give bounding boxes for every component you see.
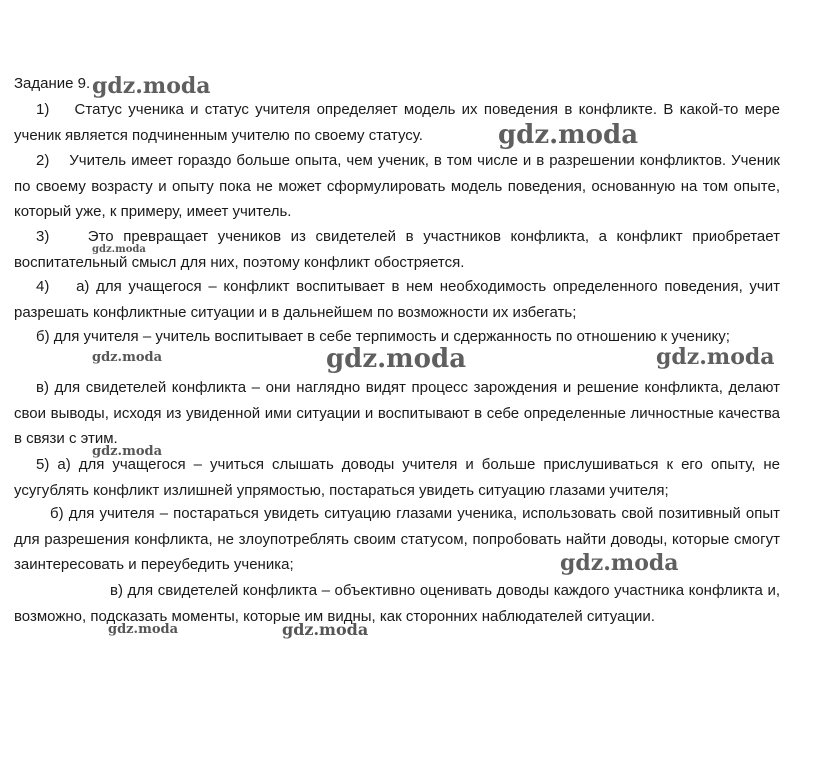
watermark-logo: gdz.moda <box>282 620 369 639</box>
watermark-logo: gdz.moda <box>108 622 179 637</box>
paragraph-5a: 5) а) для учащегося – учиться слышать доводы учителя и больше прислушиваться к его опыту, не усугублять конфликт излишней упрямостью, постараться увидеть ситуацию глазами учителя; <box>14 456 780 499</box>
paragraph-2: 2) Учитель имеет гораздо больше опыта, чем ученик, в том числе и в разрешении конфликтов. Ученик по своему возрасту и опыту пока не может сформулировать модель поведения, основанную на том опыте, который уже, к примеру, имеет учитель. <box>14 152 780 220</box>
watermark-logo: gdz.moda <box>560 550 679 576</box>
watermark-logo: gdz.moda <box>656 344 775 370</box>
task-title: Задание 9. <box>14 75 91 92</box>
watermark-logo: gdz.moda <box>92 73 211 99</box>
watermark-logo: gdz.moda <box>92 350 163 365</box>
watermark-logo: gdz.moda <box>498 120 639 150</box>
paragraph-1: 1) Статус ученика и статус учителя определяет модель их поведения в конфликте. В какой-то мере ученик является подчиненным учителю по своему статусу. <box>14 101 780 144</box>
paragraph-3: 3) Это превращает учеников из свидетелей в участников конфликта, а конфликт приобретает воспитательный смысл для них, поэтому конфликт обостряется. <box>14 228 780 271</box>
paragraph-4b: б) для учителя – учитель воспитывает в себе терпимость и сдержанность по отношению к ученику; <box>36 328 730 345</box>
watermark-logo: gdz.moda <box>92 444 163 459</box>
paragraph-4c: в) для свидетелей конфликта – они наглядно видят процесс зарождения и решение конфликта, делают свои выводы, исходя из увиденной ими ситуации и воспитывают в себе определенные личностные качества в связи с этим. <box>14 379 780 447</box>
watermark-logo: gdz.moda <box>326 344 467 374</box>
watermark-logo: gdz.moda <box>92 244 146 255</box>
paragraph-5b: б) для учителя – постараться увидеть ситуацию глазами ученика, использовать свой позитивный опыт для разрешения конфликта, не злоупотреблять своим статусом, попробовать найти доводы, которые смогут заинтересовать и переубедить ученика; <box>14 505 780 573</box>
paragraph-4a: 4) а) для учащегося – конфликт воспитывает в нем необходимость определенного поведения, учит разрешать конфликтные ситуации и в дальнейшем по возможности их избегать; <box>14 278 780 321</box>
paragraph-5c: в) для свидетелей конфликта – объективно оценивать доводы каждого участника конфликта и, возможно, подсказать моменты, которые им видны, как сторонних наблюдателей ситуации. <box>14 582 780 625</box>
